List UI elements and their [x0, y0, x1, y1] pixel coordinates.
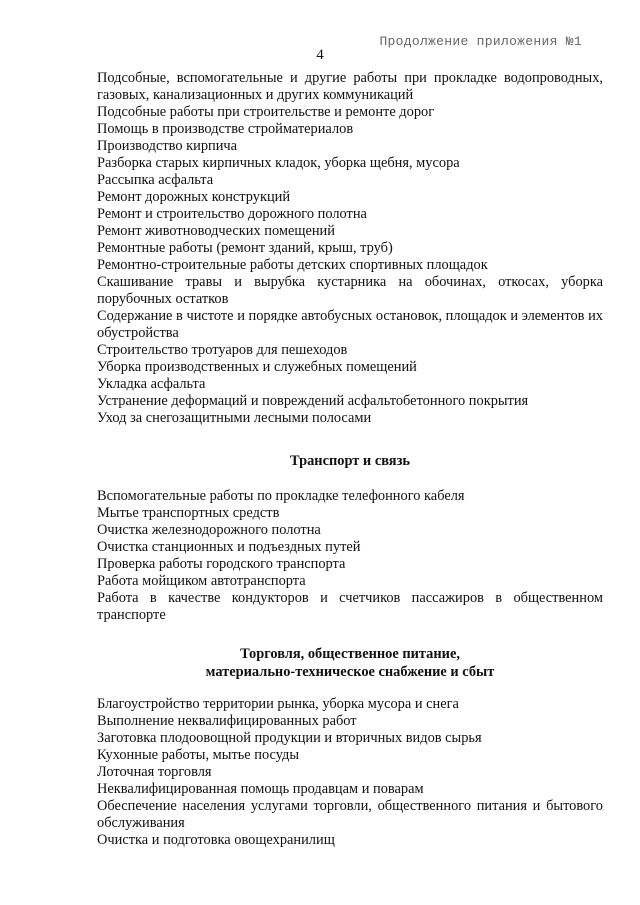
list-item: Работа в качестве кондукторов и счетчиков пассажиров в общественном транспорте	[97, 590, 603, 623]
list-item: Ремонтные работы (ремонт зданий, крыш, труб)	[97, 240, 393, 256]
list-item: Неквалифицированная помощь продавцам и поварам	[97, 781, 424, 797]
list-item: Производство кирпича	[97, 138, 238, 154]
list-item: Уход за снегозащитными лесными полосами	[97, 410, 372, 426]
list-item: Выполнение неквалифицированных работ	[97, 713, 357, 729]
header-note: Продолжение приложения №1	[379, 34, 582, 49]
list-item: Обеспечение населения услугами торговли, общественного питания и бытового обслуживания	[97, 798, 603, 831]
list-item: Укладка асфальта	[97, 376, 206, 392]
section-construction-list	[97, 70, 603, 427]
list-item: Очистка и подготовка овощехранилищ	[97, 832, 335, 848]
list-item: Рассыпка асфальта	[97, 172, 214, 188]
list-item: Благоустройство территории рынка, уборка мусора и снега	[97, 696, 459, 712]
list-item: Скашивание травы и вырубка кустарника на обочинах, откосах, уборка порубочных остатков	[97, 274, 603, 307]
list-item: Лоточная торговля	[97, 764, 212, 780]
list-item: Строительство тротуаров для пешеходов	[97, 342, 348, 358]
list-item: Подсобные работы при строительстве и ремонте дорог	[97, 104, 435, 120]
list-item: Мытье транспортных средств	[97, 505, 280, 521]
list-item: Подсобные, вспомогательные и другие работы при прокладке водопроводных, газовых, канализационных и других коммуникаций	[97, 70, 603, 103]
section-title-transport: Транспорт и связь	[290, 453, 410, 469]
page-number: 4	[316, 47, 324, 63]
list-item: Очистка железнодорожного полотна	[97, 522, 321, 538]
list-item: Ремонт дорожных конструкций	[97, 189, 291, 205]
list-item: Кухонные работы, мытье посуды	[97, 747, 300, 763]
list-item: Помощь в производстве стройматериалов	[97, 121, 354, 137]
list-item: Работа мойщиком автотранспорта	[97, 573, 306, 589]
list-item: Очистка станционных и подъездных путей	[97, 539, 361, 555]
list-item: Заготовка плодоовощной продукции и вторичных видов сырья	[97, 730, 482, 746]
section-title-trade-line1: Торговля, общественное питание,	[240, 646, 460, 662]
list-item: Содержание в чистоте и порядке автобусных остановок, площадок и элементов их обустройства	[97, 308, 603, 341]
list-item: Уборка производственных и служебных помещений	[97, 359, 417, 375]
list-item: Ремонт животноводческих помещений	[97, 223, 335, 239]
list-item: Ремонтно-строительные работы детских спортивных площадок	[97, 257, 488, 273]
list-item: Устранение деформаций и повреждений асфальтобетонного покрытия	[97, 393, 529, 409]
section-transport-list	[97, 488, 603, 624]
list-item: Проверка работы городского транспорта	[97, 556, 346, 572]
list-item: Ремонт и строительство дорожного полотна	[97, 206, 367, 222]
list-item: Разборка старых кирпичных кладок, уборка щебня, мусора	[97, 155, 460, 171]
section-title-trade-line2: материально-техническое снабжение и сбыт	[205, 664, 495, 680]
section-trade-list	[97, 696, 603, 849]
list-item: Вспомогательные работы по прокладке телефонного кабеля	[97, 488, 465, 504]
